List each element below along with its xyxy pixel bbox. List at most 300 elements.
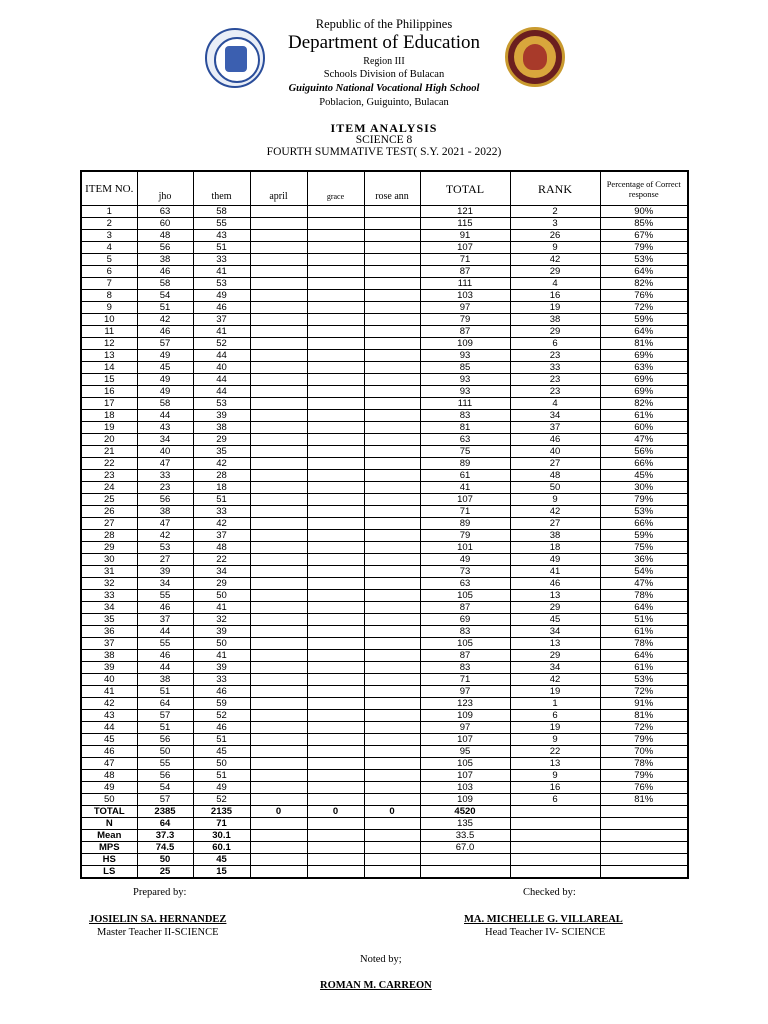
cell-rank: 42	[510, 506, 600, 518]
cell-item-no: 42	[81, 698, 137, 710]
cell-total: 89	[420, 518, 510, 530]
cell-percentage: 53%	[600, 254, 688, 266]
cell-rose-ann	[364, 206, 420, 218]
cell-item-no: 43	[81, 710, 137, 722]
cell-them: 33	[193, 674, 250, 686]
cell-april	[250, 710, 307, 722]
cell-item-no: 40	[81, 674, 137, 686]
cell-grace	[307, 374, 364, 386]
cell-grace	[307, 866, 364, 879]
cell-jho: 51	[137, 686, 193, 698]
cell-grace	[307, 854, 364, 866]
cell-item-no: 17	[81, 398, 137, 410]
cell-item-no: 41	[81, 686, 137, 698]
cell-grace	[307, 398, 364, 410]
item-row	[81, 458, 688, 470]
cell-percentage	[600, 842, 688, 854]
cell-april	[250, 602, 307, 614]
cell-total: 97	[420, 302, 510, 314]
cell-grace	[307, 254, 364, 266]
cell-total: 105	[420, 758, 510, 770]
cell-rank: 19	[510, 722, 600, 734]
cell-grace	[307, 242, 364, 254]
cell-total: 87	[420, 602, 510, 614]
cell-rose-ann	[364, 614, 420, 626]
cell-jho: 51	[137, 302, 193, 314]
cell-rank: 46	[510, 434, 600, 446]
cell-them: 41	[193, 326, 250, 338]
cell-them: 32	[193, 614, 250, 626]
cell-jho: 38	[137, 506, 193, 518]
cell-rose-ann	[364, 602, 420, 614]
cell-rank: 29	[510, 326, 600, 338]
cell-item-no: 48	[81, 770, 137, 782]
cell-april	[250, 842, 307, 854]
cell-item-no: 1	[81, 206, 137, 218]
cell-total: 63	[420, 578, 510, 590]
cell-total	[420, 866, 510, 879]
cell-grace	[307, 554, 364, 566]
cell-grace	[307, 734, 364, 746]
cell-grace	[307, 410, 364, 422]
cell-rank: 29	[510, 602, 600, 614]
seal-emblem-icon	[225, 46, 247, 72]
cell-percentage: 69%	[600, 386, 688, 398]
cell-total: 79	[420, 314, 510, 326]
cell-jho: 54	[137, 290, 193, 302]
item-row	[81, 506, 688, 518]
cell-them: 52	[193, 794, 250, 806]
cell-rank: 40	[510, 446, 600, 458]
cell-percentage: 53%	[600, 674, 688, 686]
cell-them: 52	[193, 710, 250, 722]
cell-rose-ann	[364, 650, 420, 662]
republic-line: Republic of the Philippines	[315, 17, 453, 31]
cell-them: 40	[193, 362, 250, 374]
header-section-jho: jho	[137, 171, 193, 206]
cell-grace	[307, 758, 364, 770]
cell-rose-ann	[364, 638, 420, 650]
cell-percentage: 81%	[600, 710, 688, 722]
cell-rank: 9	[510, 494, 600, 506]
cell-them: 49	[193, 782, 250, 794]
cell-jho: 33	[137, 470, 193, 482]
item-row	[81, 614, 688, 626]
cell-rank: 42	[510, 254, 600, 266]
cell-them: 58	[193, 206, 250, 218]
cell-rank: 13	[510, 758, 600, 770]
cell-jho: 45	[137, 362, 193, 374]
item-row	[81, 242, 688, 254]
cell-rose-ann	[364, 758, 420, 770]
cell-item-no: N	[81, 818, 137, 830]
item-row	[81, 386, 688, 398]
cell-april	[250, 698, 307, 710]
cell-april	[250, 518, 307, 530]
item-row	[81, 698, 688, 710]
cell-total: 95	[420, 746, 510, 758]
cell-item-no: 24	[81, 482, 137, 494]
cell-grace	[307, 206, 364, 218]
cell-rose-ann	[364, 410, 420, 422]
cell-rank: 38	[510, 314, 600, 326]
cell-rose-ann	[364, 578, 420, 590]
cell-rank: 38	[510, 530, 600, 542]
cell-item-no: 25	[81, 494, 137, 506]
item-row	[81, 746, 688, 758]
item-row	[81, 674, 688, 686]
cell-total: 107	[420, 242, 510, 254]
cell-jho: 38	[137, 674, 193, 686]
cell-rank: 3	[510, 218, 600, 230]
cell-item-no: 26	[81, 506, 137, 518]
cell-jho: 74.5	[137, 842, 193, 854]
cell-grace	[307, 446, 364, 458]
subject-line: SCIENCE 8	[355, 134, 413, 146]
cell-total: 69	[420, 614, 510, 626]
cell-grace	[307, 218, 364, 230]
cell-jho: 48	[137, 230, 193, 242]
item-row	[81, 422, 688, 434]
cell-grace	[307, 422, 364, 434]
cell-rose-ann	[364, 818, 420, 830]
item-row	[81, 578, 688, 590]
cell-them: 41	[193, 266, 250, 278]
cell-percentage: 79%	[600, 494, 688, 506]
cell-rank: 33	[510, 362, 600, 374]
cell-rank: 42	[510, 674, 600, 686]
checked-by-label: Checked by:	[523, 887, 576, 898]
cell-april	[250, 614, 307, 626]
cell-item-no: 18	[81, 410, 137, 422]
item-row	[81, 446, 688, 458]
cell-percentage	[600, 866, 688, 879]
summary-rows	[81, 806, 688, 879]
cell-grace	[307, 278, 364, 290]
item-row	[81, 266, 688, 278]
cell-total	[420, 854, 510, 866]
item-row	[81, 650, 688, 662]
cell-grace	[307, 266, 364, 278]
item-row	[81, 770, 688, 782]
cell-rose-ann	[364, 734, 420, 746]
item-row	[81, 590, 688, 602]
cell-item-no: 6	[81, 266, 137, 278]
cell-april	[250, 662, 307, 674]
cell-them: 35	[193, 446, 250, 458]
cell-rose-ann	[364, 494, 420, 506]
cell-them: 41	[193, 650, 250, 662]
cell-grace	[307, 602, 364, 614]
item-row	[81, 518, 688, 530]
cell-percentage: 81%	[600, 338, 688, 350]
cell-item-no: 5	[81, 254, 137, 266]
header-section-them: them	[193, 171, 250, 206]
school-seal-logo	[505, 27, 565, 87]
cell-grace	[307, 818, 364, 830]
cell-jho: 38	[137, 254, 193, 266]
cell-rose-ann	[364, 422, 420, 434]
cell-rose-ann	[364, 302, 420, 314]
cell-grace	[307, 842, 364, 854]
cell-april	[250, 434, 307, 446]
cell-april	[250, 398, 307, 410]
cell-april	[250, 506, 307, 518]
cell-item-no: 21	[81, 446, 137, 458]
cell-jho: 2385	[137, 806, 193, 818]
cell-percentage: 61%	[600, 410, 688, 422]
cell-jho: 56	[137, 770, 193, 782]
cell-percentage: 47%	[600, 434, 688, 446]
cell-grace	[307, 626, 364, 638]
cell-april	[250, 350, 307, 362]
cell-rank	[510, 854, 600, 866]
cell-them: 2135	[193, 806, 250, 818]
cell-april	[250, 290, 307, 302]
cell-april	[250, 278, 307, 290]
cell-april	[250, 242, 307, 254]
cell-april	[250, 386, 307, 398]
item-rows	[81, 206, 688, 806]
cell-rank: 27	[510, 518, 600, 530]
cell-jho: 56	[137, 494, 193, 506]
cell-april	[250, 578, 307, 590]
cell-item-no: 20	[81, 434, 137, 446]
cell-item-no: 28	[81, 530, 137, 542]
cell-rose-ann	[364, 386, 420, 398]
cell-rank: 23	[510, 350, 600, 362]
cell-rose-ann	[364, 326, 420, 338]
cell-grace	[307, 350, 364, 362]
cell-jho: 49	[137, 374, 193, 386]
cell-grace	[307, 434, 364, 446]
cell-jho: 37.3	[137, 830, 193, 842]
cell-item-no: HS	[81, 854, 137, 866]
cell-jho: 58	[137, 278, 193, 290]
cell-rose-ann	[364, 398, 420, 410]
cell-them: 50	[193, 590, 250, 602]
item-row	[81, 470, 688, 482]
cell-total: 111	[420, 398, 510, 410]
cell-total: 111	[420, 278, 510, 290]
cell-them: 22	[193, 554, 250, 566]
cell-total: 71	[420, 674, 510, 686]
cell-percentage: 70%	[600, 746, 688, 758]
cell-jho: 50	[137, 854, 193, 866]
cell-jho: 47	[137, 518, 193, 530]
cell-total: 91	[420, 230, 510, 242]
item-row	[81, 662, 688, 674]
cell-them: 53	[193, 278, 250, 290]
cell-jho: 55	[137, 758, 193, 770]
cell-percentage: 64%	[600, 326, 688, 338]
cell-total: 61	[420, 470, 510, 482]
cell-total: 107	[420, 734, 510, 746]
cell-grace	[307, 746, 364, 758]
cell-rank: 49	[510, 554, 600, 566]
cell-them: 29	[193, 578, 250, 590]
cell-jho: 57	[137, 710, 193, 722]
cell-rank	[510, 818, 600, 830]
cell-total: 121	[420, 206, 510, 218]
cell-total: 83	[420, 662, 510, 674]
cell-rose-ann	[364, 542, 420, 554]
cell-them: 38	[193, 422, 250, 434]
cell-them: 45	[193, 746, 250, 758]
cell-april	[250, 422, 307, 434]
cell-percentage: 64%	[600, 266, 688, 278]
header-percentage: Percentage of Correct response	[600, 171, 688, 206]
cell-them: 44	[193, 350, 250, 362]
cell-rose-ann	[364, 722, 420, 734]
cell-grace	[307, 794, 364, 806]
cell-jho: 44	[137, 662, 193, 674]
cell-them: 34	[193, 566, 250, 578]
cell-them: 55	[193, 218, 250, 230]
cell-item-no: 50	[81, 794, 137, 806]
cell-april	[250, 626, 307, 638]
cell-april	[250, 866, 307, 879]
cell-grace	[307, 698, 364, 710]
cell-jho: 42	[137, 314, 193, 326]
cell-rose-ann	[364, 782, 420, 794]
cell-item-no: 16	[81, 386, 137, 398]
cell-total: 41	[420, 482, 510, 494]
cell-jho: 57	[137, 794, 193, 806]
cell-percentage: 45%	[600, 470, 688, 482]
cell-item-no: 27	[81, 518, 137, 530]
cell-grace: 0	[307, 806, 364, 818]
cell-total: 63	[420, 434, 510, 446]
cell-rank: 37	[510, 422, 600, 434]
region-line: Region III	[363, 56, 405, 67]
cell-percentage: 76%	[600, 782, 688, 794]
cell-jho: 56	[137, 734, 193, 746]
cell-grace	[307, 578, 364, 590]
cell-percentage: 56%	[600, 446, 688, 458]
cell-april	[250, 746, 307, 758]
cell-percentage: 67%	[600, 230, 688, 242]
item-row	[81, 230, 688, 242]
cell-jho: 57	[137, 338, 193, 350]
cell-rose-ann	[364, 626, 420, 638]
item-row	[81, 314, 688, 326]
cell-rose-ann	[364, 710, 420, 722]
item-row	[81, 638, 688, 650]
cell-total: 4520	[420, 806, 510, 818]
cell-april	[250, 206, 307, 218]
cell-rank: 23	[510, 386, 600, 398]
cell-rose-ann	[364, 254, 420, 266]
cell-jho: 64	[137, 818, 193, 830]
cell-item-no: 11	[81, 326, 137, 338]
cell-april	[250, 410, 307, 422]
cell-april	[250, 458, 307, 470]
item-row	[81, 350, 688, 362]
cell-item-no: 4	[81, 242, 137, 254]
cell-jho: 60	[137, 218, 193, 230]
cell-april	[250, 326, 307, 338]
cell-april	[250, 686, 307, 698]
item-row	[81, 278, 688, 290]
cell-total: 73	[420, 566, 510, 578]
cell-percentage: 76%	[600, 290, 688, 302]
header-item-no: ITEM NO.	[81, 171, 137, 206]
cell-percentage: 47%	[600, 578, 688, 590]
cell-total: 101	[420, 542, 510, 554]
cell-grace	[307, 326, 364, 338]
cell-rank: 34	[510, 410, 600, 422]
cell-rose-ann	[364, 434, 420, 446]
cell-item-no: 9	[81, 302, 137, 314]
cell-percentage: 82%	[600, 278, 688, 290]
cell-rank: 46	[510, 578, 600, 590]
item-analysis-table	[80, 170, 689, 879]
cell-grace	[307, 302, 364, 314]
cell-item-no: 32	[81, 578, 137, 590]
cell-them: 44	[193, 386, 250, 398]
cell-rose-ann	[364, 866, 420, 879]
cell-percentage: 53%	[600, 506, 688, 518]
cell-rose-ann	[364, 842, 420, 854]
cell-jho: 55	[137, 590, 193, 602]
cell-rose-ann	[364, 566, 420, 578]
cell-rose-ann	[364, 338, 420, 350]
cell-total: 109	[420, 794, 510, 806]
cell-them: 33	[193, 254, 250, 266]
cell-percentage: 60%	[600, 422, 688, 434]
cell-percentage: 63%	[600, 362, 688, 374]
cell-rank: 34	[510, 662, 600, 674]
cell-rose-ann	[364, 518, 420, 530]
cell-total: 71	[420, 254, 510, 266]
summary-row	[81, 854, 688, 866]
cell-item-no: 3	[81, 230, 137, 242]
cell-rose-ann	[364, 554, 420, 566]
cell-item-no: 14	[81, 362, 137, 374]
item-row	[81, 374, 688, 386]
cell-rank: 48	[510, 470, 600, 482]
cell-april	[250, 254, 307, 266]
cell-april	[250, 554, 307, 566]
cell-rank: 9	[510, 770, 600, 782]
cell-rank: 4	[510, 398, 600, 410]
cell-jho: 34	[137, 578, 193, 590]
cell-percentage: 64%	[600, 602, 688, 614]
cell-percentage: 69%	[600, 350, 688, 362]
cell-jho: 63	[137, 206, 193, 218]
cell-item-no: 19	[81, 422, 137, 434]
cell-rose-ann	[364, 374, 420, 386]
cell-item-no: 47	[81, 758, 137, 770]
cell-jho: 34	[137, 434, 193, 446]
cell-them: 43	[193, 230, 250, 242]
cell-grace	[307, 494, 364, 506]
cell-rank	[510, 830, 600, 842]
cell-april	[250, 782, 307, 794]
cell-jho: 47	[137, 458, 193, 470]
cell-april	[250, 650, 307, 662]
cell-rank: 29	[510, 266, 600, 278]
cell-them: 53	[193, 398, 250, 410]
item-row	[81, 494, 688, 506]
summary-row	[81, 806, 688, 818]
cell-total: 83	[420, 626, 510, 638]
item-row	[81, 218, 688, 230]
cell-jho: 56	[137, 242, 193, 254]
cell-rank: 4	[510, 278, 600, 290]
noted-by-label: Noted by;	[360, 954, 402, 965]
